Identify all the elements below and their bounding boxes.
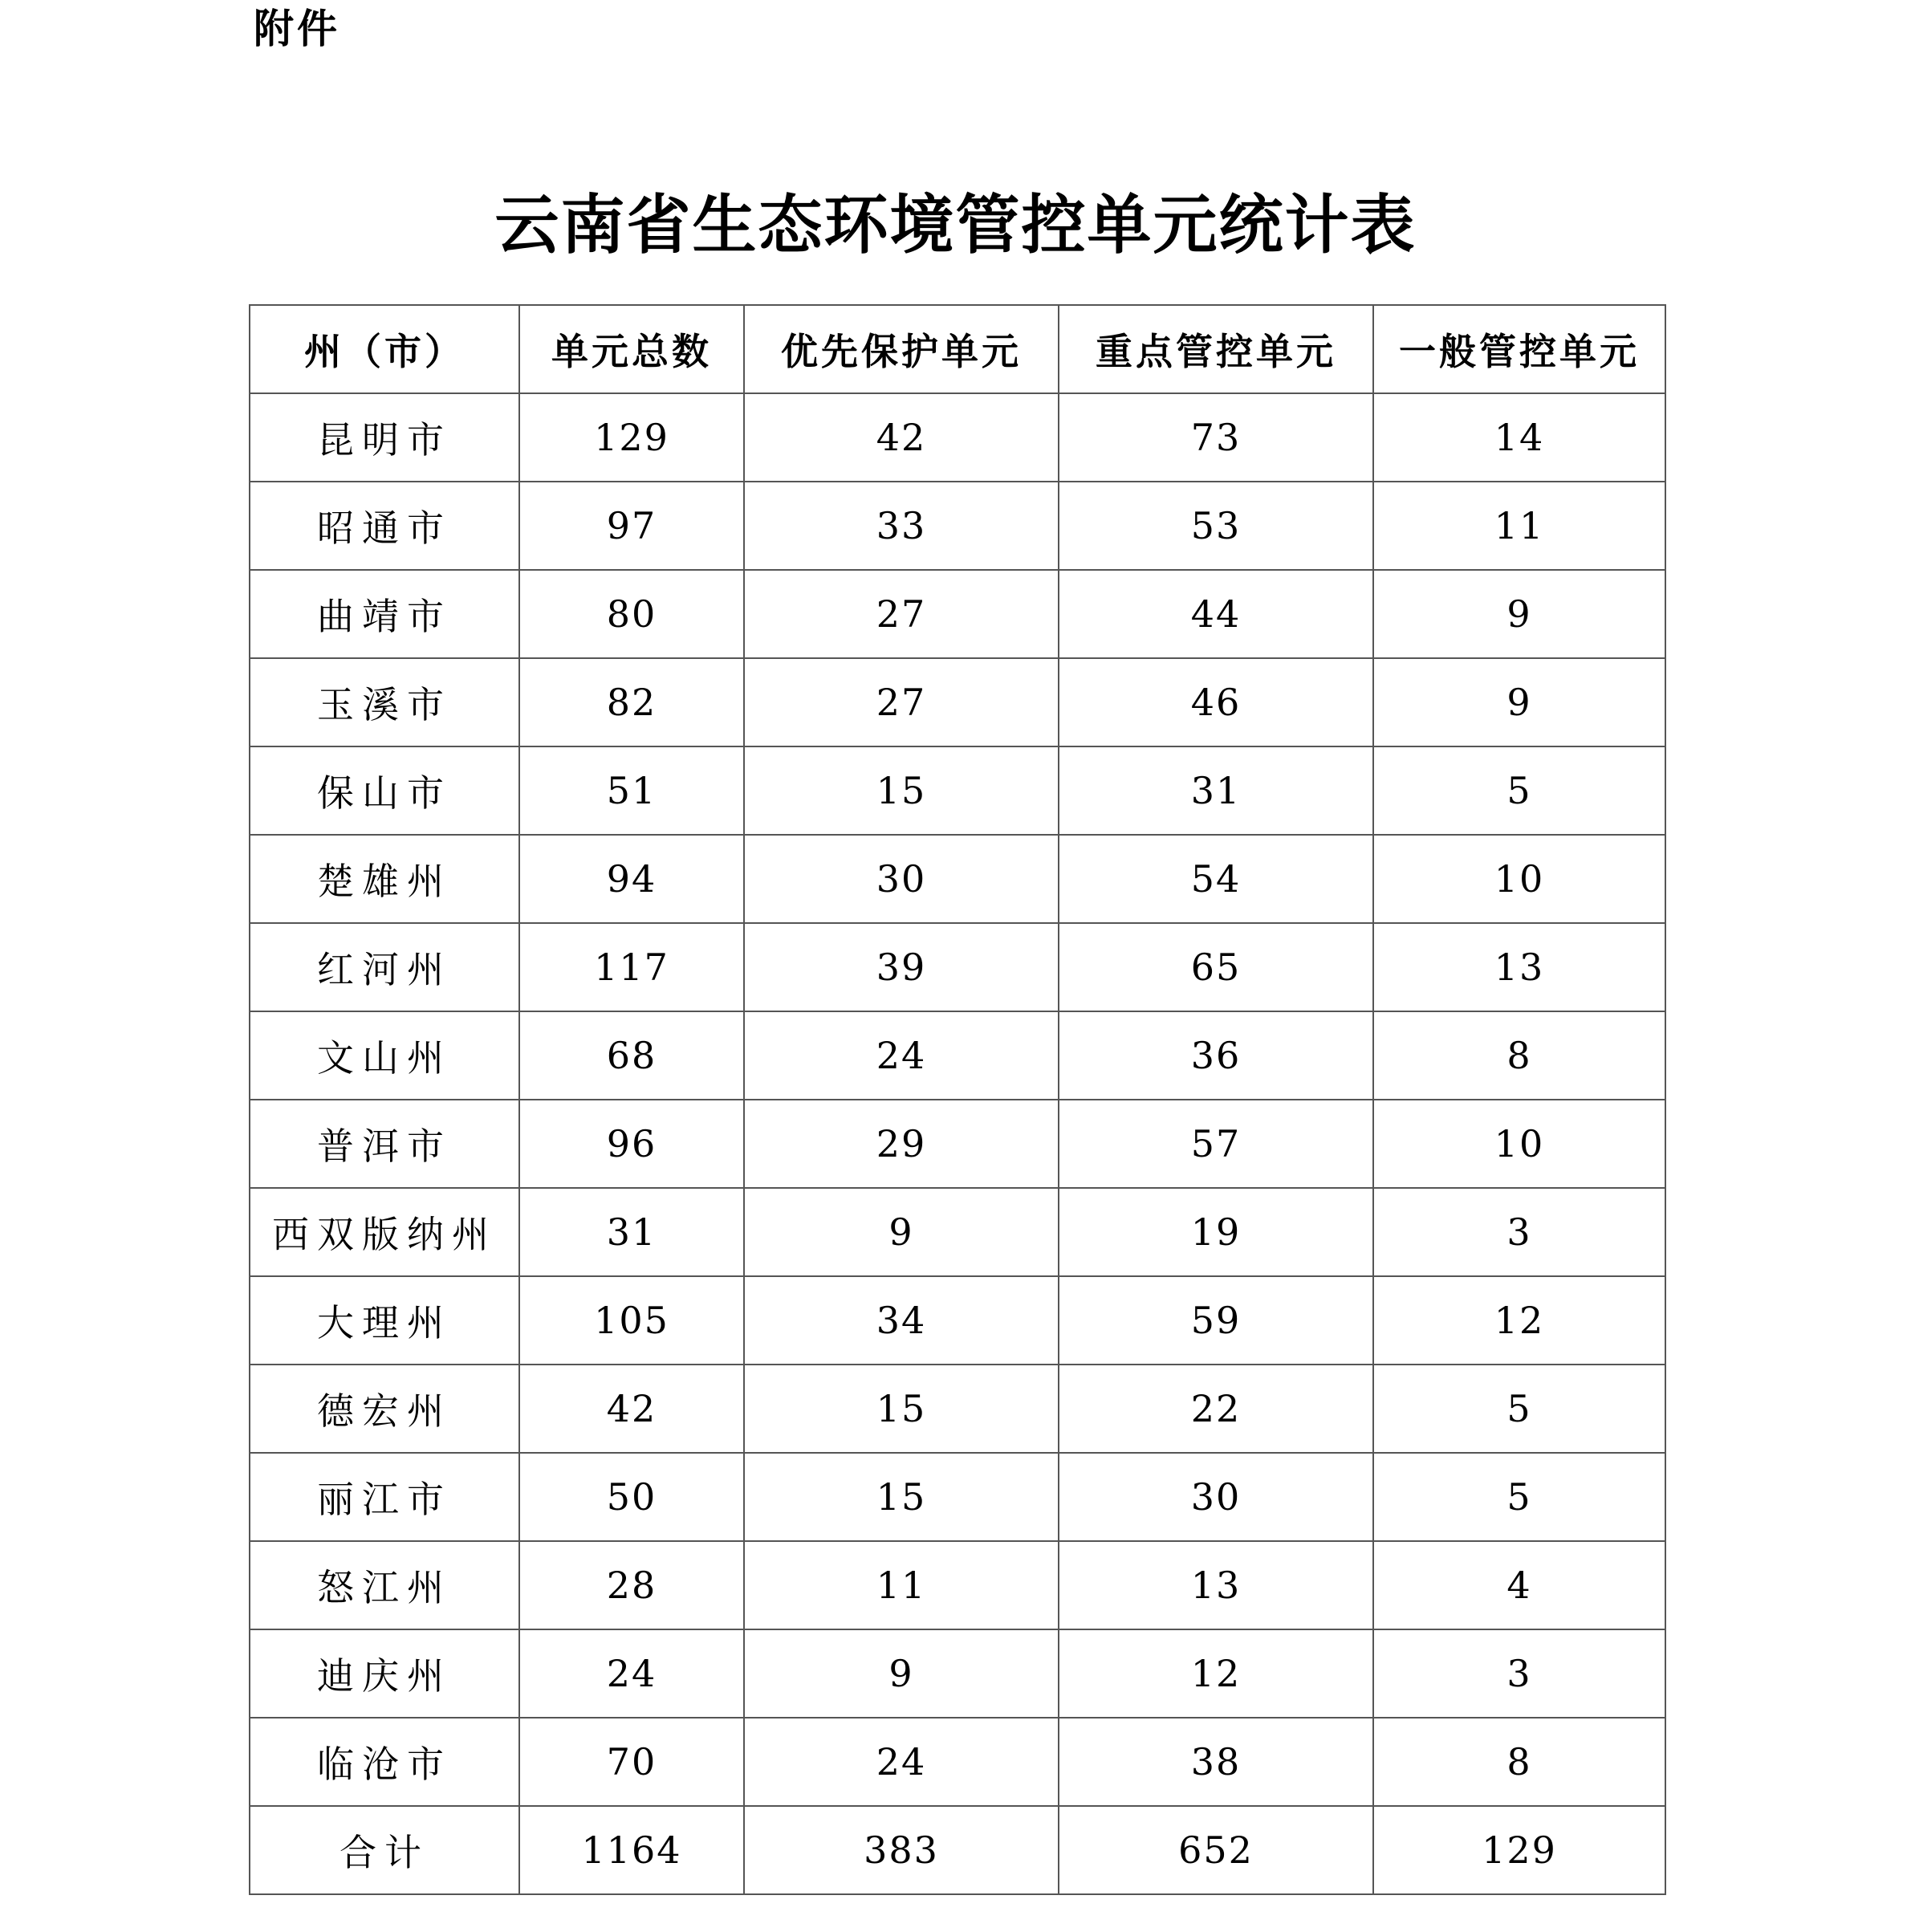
region-cell: 西双版纳州	[250, 1188, 519, 1276]
total-units-cell: 28	[519, 1541, 744, 1629]
region-cell: 昆明市	[250, 393, 519, 482]
page-title: 云南省生态环境管控单元统计表	[494, 187, 1417, 262]
table-row	[250, 1541, 1665, 1629]
key-control-cell: 54	[1059, 835, 1373, 923]
general-control-cell: 5	[1373, 1453, 1665, 1541]
header-priority-protection: 优先保护单元	[744, 305, 1059, 393]
attachment-label: 附件	[254, 6, 340, 52]
header-region: 州（市）	[250, 305, 519, 393]
priority-protection-cell: 9	[744, 1188, 1059, 1276]
table-header-row	[250, 305, 1665, 393]
priority-protection-cell: 15	[744, 1365, 1059, 1453]
table-row	[250, 1629, 1665, 1718]
key-control-cell: 22	[1059, 1365, 1373, 1453]
total-units-cell: 129	[519, 393, 744, 482]
table-row	[250, 1100, 1665, 1188]
general-control-cell: 4	[1373, 1541, 1665, 1629]
general-control-cell: 9	[1373, 570, 1665, 658]
region-cell: 普洱市	[250, 1100, 519, 1188]
table-row	[250, 1011, 1665, 1100]
table-total-row	[250, 1806, 1665, 1894]
priority-protection-cell: 24	[744, 1718, 1059, 1806]
priority-protection-cell: 11	[744, 1541, 1059, 1629]
priority-protection-cell: 24	[744, 1011, 1059, 1100]
key-control-cell: 53	[1059, 482, 1373, 570]
table-row	[250, 835, 1665, 923]
region-cell: 保山市	[250, 746, 519, 835]
table-row	[250, 658, 1665, 746]
header-general-control: 一般管控单元	[1373, 305, 1665, 393]
header-total-units: 单元总数	[519, 305, 744, 393]
total-units-cell: 105	[519, 1276, 744, 1365]
general-control-cell: 13	[1373, 923, 1665, 1011]
total-units-cell: 82	[519, 658, 744, 746]
region-cell: 迪庆州	[250, 1629, 519, 1718]
region-cell: 大理州	[250, 1276, 519, 1365]
total-units-cell: 80	[519, 570, 744, 658]
table-row	[250, 570, 1665, 658]
table-row	[250, 746, 1665, 835]
priority-protection-cell: 383	[744, 1806, 1059, 1894]
total-units-cell: 94	[519, 835, 744, 923]
priority-protection-cell: 33	[744, 482, 1059, 570]
priority-protection-cell: 34	[744, 1276, 1059, 1365]
region-cell: 文山州	[250, 1011, 519, 1100]
region-cell: 丽江市	[250, 1453, 519, 1541]
region-cell: 合计	[250, 1806, 519, 1894]
priority-protection-cell: 30	[744, 835, 1059, 923]
general-control-cell: 8	[1373, 1011, 1665, 1100]
total-units-cell: 117	[519, 923, 744, 1011]
general-control-cell: 3	[1373, 1188, 1665, 1276]
table-row	[250, 393, 1665, 482]
total-units-cell: 70	[519, 1718, 744, 1806]
table-row	[250, 1188, 1665, 1276]
total-units-cell: 51	[519, 746, 744, 835]
table-row	[250, 1718, 1665, 1806]
general-control-cell: 9	[1373, 658, 1665, 746]
key-control-cell: 44	[1059, 570, 1373, 658]
region-cell: 曲靖市	[250, 570, 519, 658]
general-control-cell: 10	[1373, 835, 1665, 923]
key-control-cell: 36	[1059, 1011, 1373, 1100]
key-control-cell: 31	[1059, 746, 1373, 835]
key-control-cell: 13	[1059, 1541, 1373, 1629]
total-units-cell: 96	[519, 1100, 744, 1188]
key-control-cell: 12	[1059, 1629, 1373, 1718]
key-control-cell: 59	[1059, 1276, 1373, 1365]
general-control-cell: 5	[1373, 746, 1665, 835]
total-units-cell: 50	[519, 1453, 744, 1541]
table-row	[250, 1453, 1665, 1541]
table-row	[250, 482, 1665, 570]
total-units-cell: 1164	[519, 1806, 744, 1894]
key-control-cell: 38	[1059, 1718, 1373, 1806]
priority-protection-cell: 9	[744, 1629, 1059, 1718]
table-body	[250, 393, 1665, 1894]
priority-protection-cell: 15	[744, 746, 1059, 835]
header-key-control: 重点管控单元	[1059, 305, 1373, 393]
total-units-cell: 24	[519, 1629, 744, 1718]
region-cell: 德宏州	[250, 1365, 519, 1453]
total-units-cell: 68	[519, 1011, 744, 1100]
general-control-cell: 129	[1373, 1806, 1665, 1894]
table-row	[250, 1365, 1665, 1453]
table-row	[250, 1276, 1665, 1365]
priority-protection-cell: 42	[744, 393, 1059, 482]
key-control-cell: 19	[1059, 1188, 1373, 1276]
region-cell: 怒江州	[250, 1541, 519, 1629]
general-control-cell: 11	[1373, 482, 1665, 570]
general-control-cell: 5	[1373, 1365, 1665, 1453]
key-control-cell: 57	[1059, 1100, 1373, 1188]
general-control-cell: 3	[1373, 1629, 1665, 1718]
priority-protection-cell: 27	[744, 570, 1059, 658]
key-control-cell: 65	[1059, 923, 1373, 1011]
priority-protection-cell: 29	[744, 1100, 1059, 1188]
key-control-cell: 73	[1059, 393, 1373, 482]
total-units-cell: 31	[519, 1188, 744, 1276]
general-control-cell: 10	[1373, 1100, 1665, 1188]
priority-protection-cell: 39	[744, 923, 1059, 1011]
region-cell: 红河州	[250, 923, 519, 1011]
key-control-cell: 30	[1059, 1453, 1373, 1541]
total-units-cell: 97	[519, 482, 744, 570]
general-control-cell: 14	[1373, 393, 1665, 482]
general-control-cell: 8	[1373, 1718, 1665, 1806]
priority-protection-cell: 27	[744, 658, 1059, 746]
region-cell: 楚雄州	[250, 835, 519, 923]
region-cell: 临沧市	[250, 1718, 519, 1806]
key-control-cell: 652	[1059, 1806, 1373, 1894]
table-row	[250, 923, 1665, 1011]
general-control-cell: 12	[1373, 1276, 1665, 1365]
region-cell: 昭通市	[250, 482, 519, 570]
region-cell: 玉溪市	[250, 658, 519, 746]
priority-protection-cell: 15	[744, 1453, 1059, 1541]
statistics-table	[249, 304, 1666, 1895]
key-control-cell: 46	[1059, 658, 1373, 746]
total-units-cell: 42	[519, 1365, 744, 1453]
